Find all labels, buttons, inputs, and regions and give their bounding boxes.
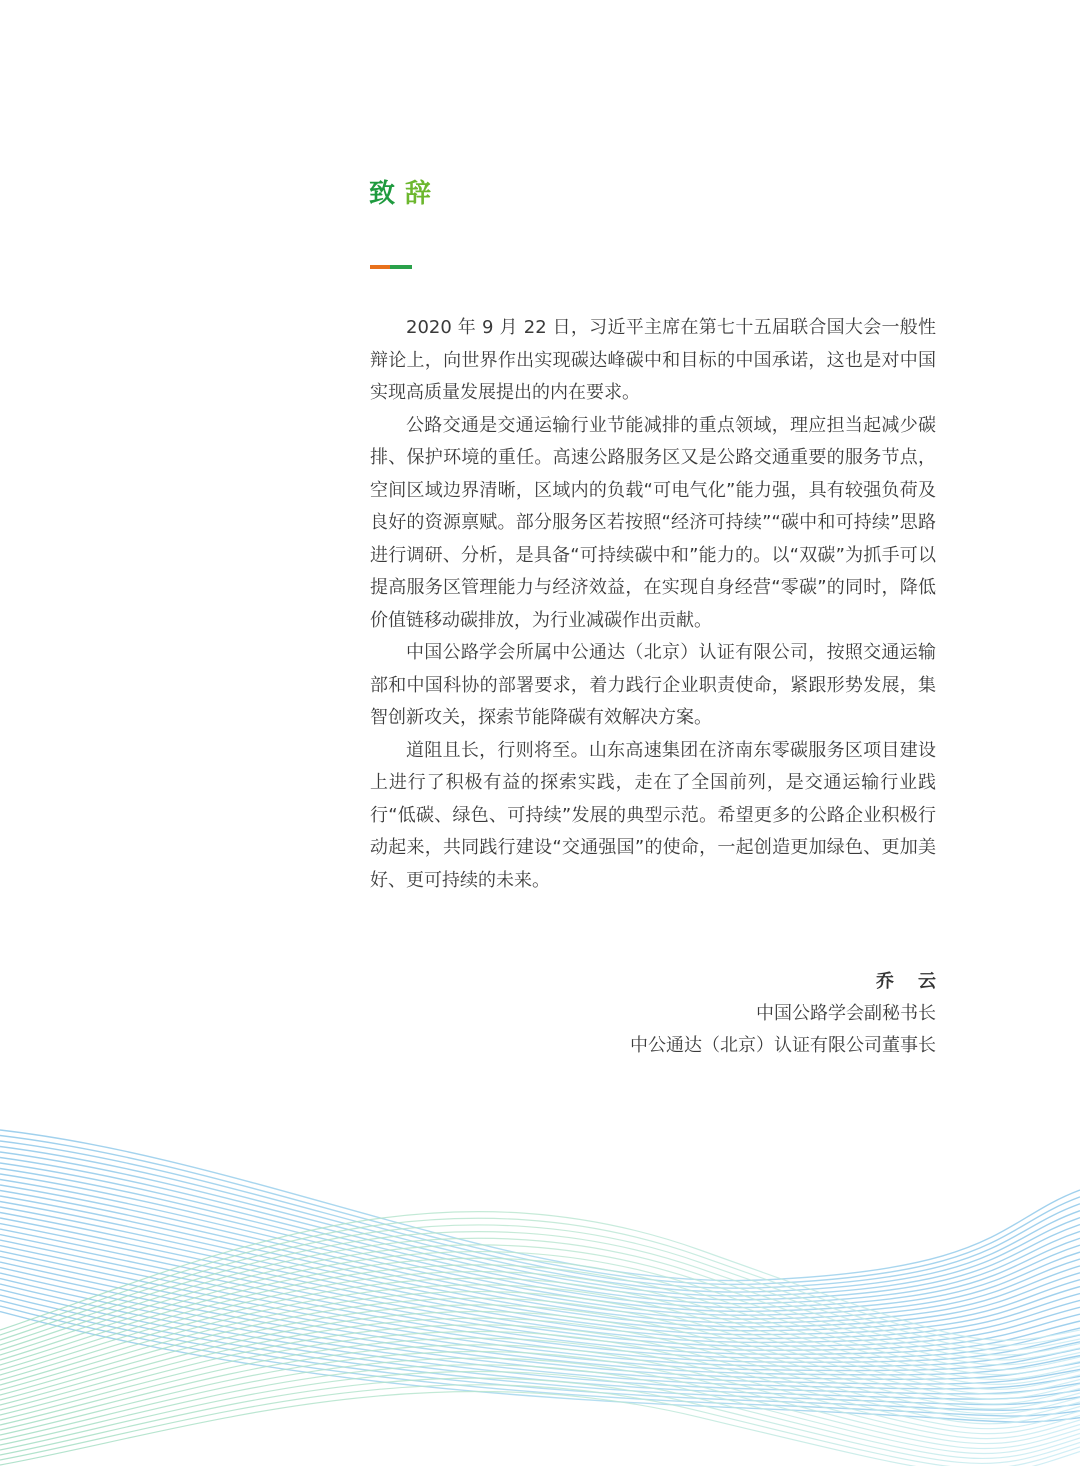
paragraph-2: 公路交通是交通运输行业节能减排的重点领域，理应担当起减少碳排、保护环境的重任。高速公路服务区又是公路交通重要的服务节点，空间区域边界清晰，区域内的负载“可电气化”能力强，具有较强负荷及良好的资源禀赋。部分服务区若按照“经济可持续”“碳中和可持续”思路进行调研、分析，是具备“可持续碳中和”能力的。以“双碳”为抓手可以提高服务区管理能力与经济效益，在实现自身经营“零碳”的同时，降低价值链移动碳排放，为行业减碳作出贡献。 xyxy=(370,414,936,631)
page-title xyxy=(369,176,441,212)
signature-block xyxy=(630,966,960,1062)
paragraph-1: 2020 年 9 月 22 日，习近平主席在第七十五届联合国大会一般性辩论上，向世界作出实现碳达峰碳中和目标的中国承诺，这也是对中国实现高质量发展提出的内在要求。 xyxy=(370,317,936,403)
signature-title-1: 中国公路学会副秘书长 xyxy=(756,1003,936,1024)
title-char-2: 辞 xyxy=(405,179,442,209)
wave-line xyxy=(0,1163,1080,1304)
signature-name: 乔云 xyxy=(876,971,960,992)
title-char-1: 致 xyxy=(369,179,406,209)
paragraph-3: 中国公路学会所属中公通达（北京）认证有限公司，按照交通运输部和中国科协的部署要求，着力践行企业职责使命，紧跟形势发展，集智创新攻关，探索节能降碳有效解决方案。 xyxy=(370,642,936,728)
wave-line xyxy=(0,1169,1080,1308)
body-text xyxy=(370,312,936,897)
wave-line xyxy=(0,1147,1080,1293)
decorative-wave-lines xyxy=(0,1100,1080,1466)
accent-rule-orange xyxy=(370,265,390,269)
accent-rule-green xyxy=(390,265,412,269)
paragraph-4: 道阻且长，行则将至。山东高速集团在济南东零碳服务区项目建设上进行了积极有益的探索实践，走在了全国前列，是交通运输行业践行“低碳、绿色、可持续”发展的典型示范。希望更多的公路企业积极行动起来，共同践行建设“交通强国”的使命，一起创造更加绿色、更加美好、更可持续的未来。 xyxy=(370,739,936,891)
title-accent-rule xyxy=(370,265,412,269)
wave-line xyxy=(0,1252,1080,1370)
signature-title-2: 中公通达（北京）认证有限公司董事长 xyxy=(630,1035,936,1056)
